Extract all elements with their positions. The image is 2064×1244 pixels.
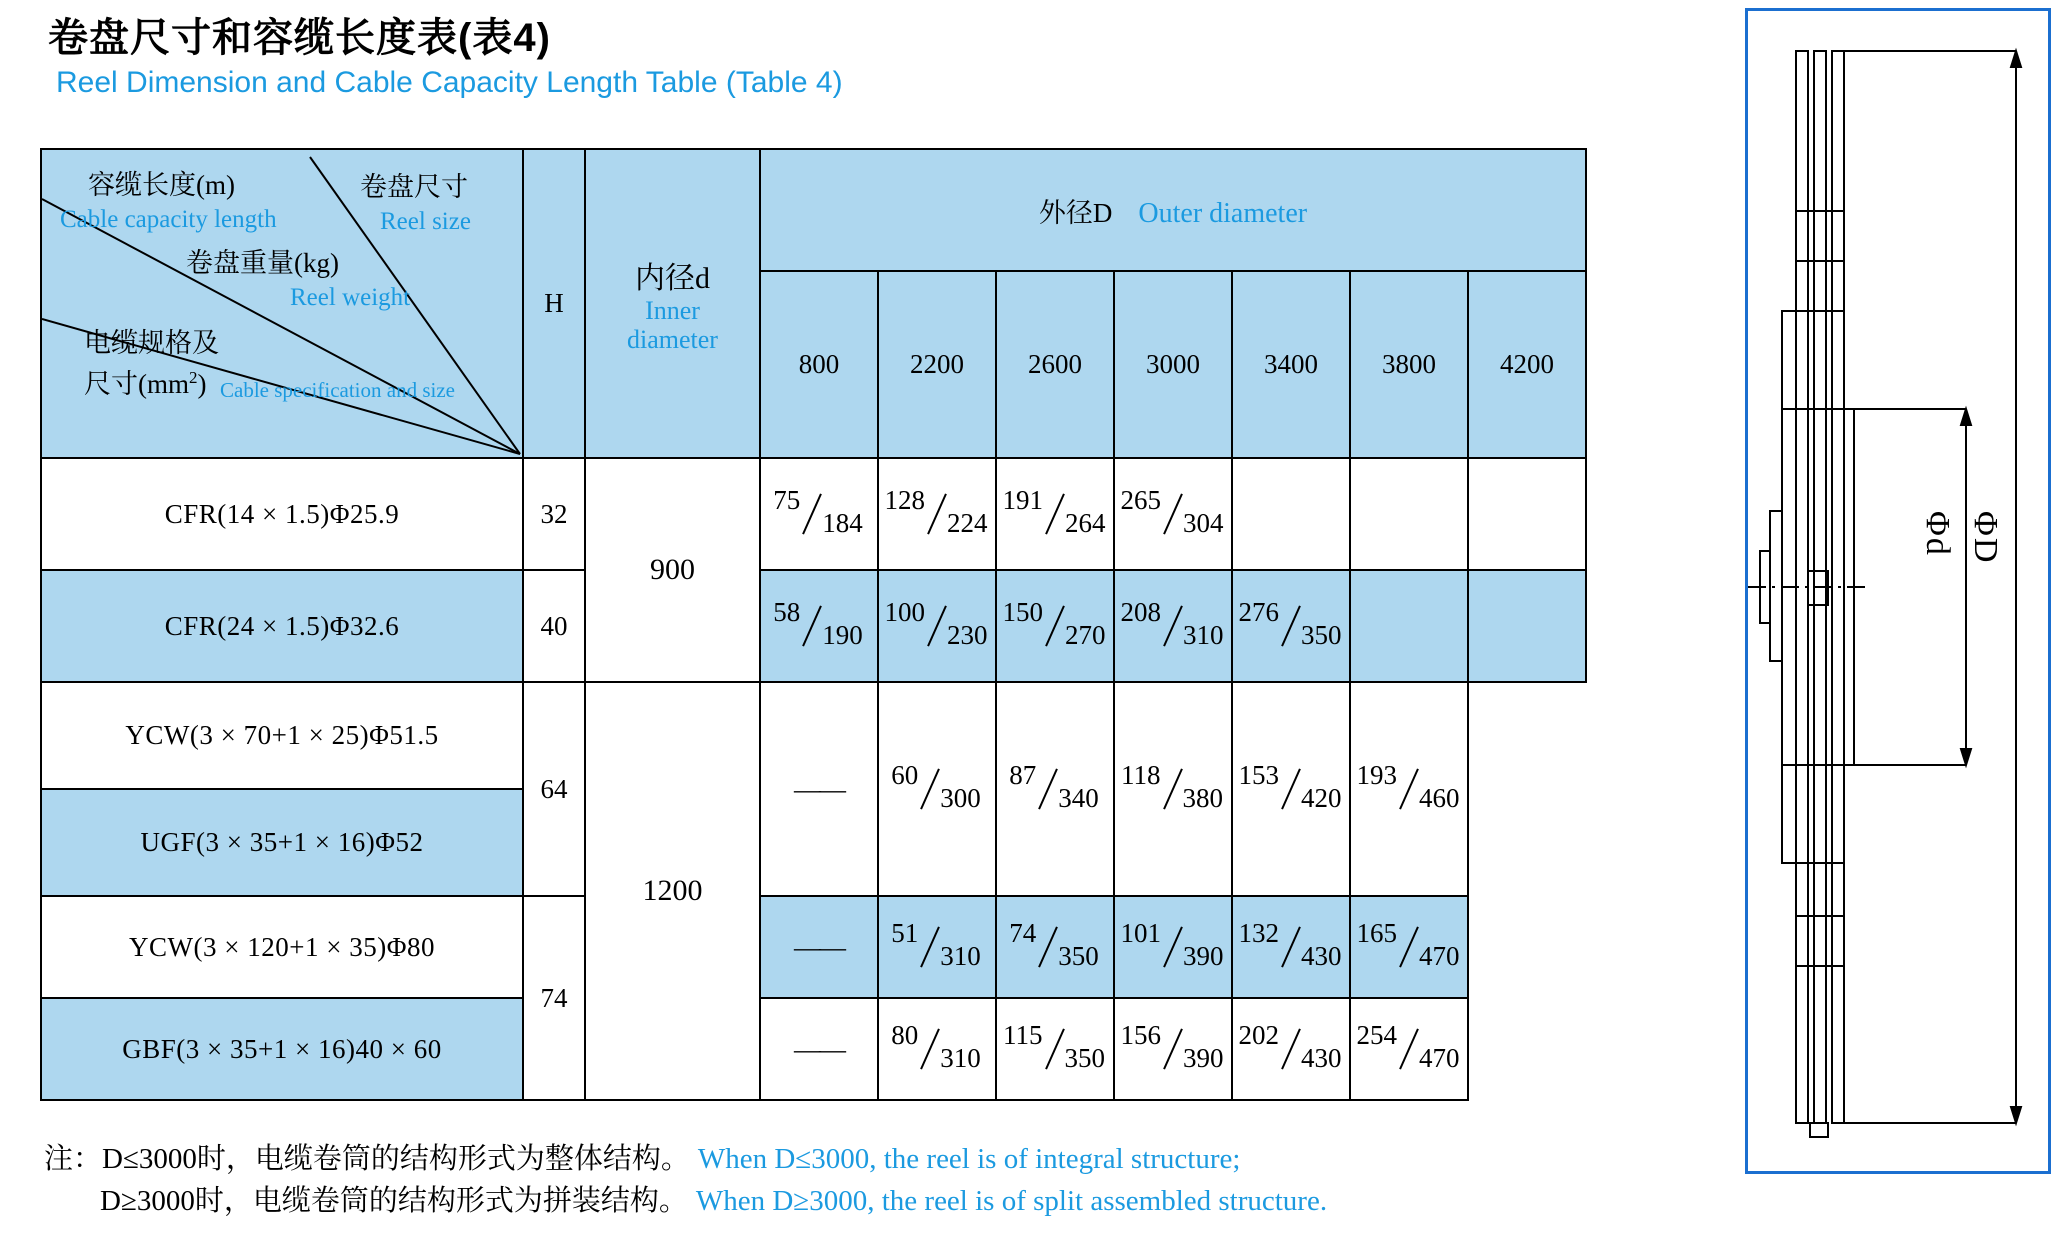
- fraction-bar: [802, 493, 822, 534]
- row-4-h: 74: [523, 896, 585, 1100]
- header-d-col-4: 3400: [1232, 271, 1350, 458]
- row-4-val-1: [878, 896, 996, 998]
- corner-spec-superscript: 2: [189, 368, 198, 387]
- row-1-val-3: [1114, 570, 1232, 682]
- note-line-1-cn: 注：D≤3000时，电缆卷筒的结构形式为整体结构。: [44, 1143, 690, 1175]
- corner-cable-capacity-en: Cable capacity length: [60, 206, 277, 233]
- corner-reel-size-en: Reel size: [380, 208, 471, 235]
- row-4-val-0: ——: [760, 896, 878, 998]
- fraction-bar: [1045, 1028, 1065, 1069]
- row-1-val-0-den: 190: [822, 620, 863, 651]
- row-0-val-2-den: 264: [1065, 508, 1106, 539]
- table-row: [41, 570, 1586, 682]
- row-0-val-3-num: 265: [1120, 485, 1161, 516]
- page-title-chinese: 卷盘尺寸和容缆长度表(表4): [48, 16, 551, 60]
- row-5-val-4: [1232, 998, 1350, 1100]
- row-5-val-1-num: 80: [891, 1020, 919, 1051]
- row-0-h: 32: [523, 458, 585, 570]
- fraction-bar: [1163, 493, 1183, 534]
- fraction-bar: [1399, 1028, 1419, 1069]
- corner-cable-spec-cn-2: [84, 369, 207, 398]
- header-d-col-2: 2600: [996, 271, 1114, 458]
- row-0-val-1-num: 128: [884, 485, 925, 516]
- row-1-val-2-num: 150: [1002, 597, 1043, 628]
- row-2-val-1-den: 300: [940, 783, 981, 814]
- corner-cable-spec-cn-1: 电缆规格及: [84, 328, 219, 358]
- row-1-val-4: [1232, 570, 1350, 682]
- row-5-val-0: ——: [760, 998, 878, 1100]
- row-2-val-2-num: 87: [1009, 760, 1037, 791]
- row-1-val-2-den: 270: [1065, 620, 1106, 651]
- note-line-2: [44, 1180, 1744, 1222]
- row-0-spec: CFR(14 × 1.5)Φ25.9: [41, 458, 523, 570]
- label-phi-D: ΦD: [1967, 511, 2004, 565]
- row-2-val-4: [1232, 682, 1350, 896]
- header-inner-diameter: [585, 149, 760, 458]
- row-5-val-3-num: 156: [1120, 1020, 1161, 1051]
- row-2-spec: YCW(3 × 70+1 × 25)Φ51.5: [41, 682, 523, 789]
- row-2-val-1: [878, 682, 996, 896]
- header-d-col-0: 800: [760, 271, 878, 458]
- row-3-spec: UGF(3 × 35+1 × 16)Φ52: [41, 789, 523, 896]
- row-2-h: 64: [523, 682, 585, 896]
- fraction-bar: [920, 768, 940, 809]
- row-1-spec: CFR(24 × 1.5)Φ32.6: [41, 570, 523, 682]
- row-5-val-4-num: 202: [1238, 1020, 1279, 1051]
- corner-reel-weight-en: Reel weight: [290, 284, 411, 311]
- row-2-val-5-den: 460: [1419, 783, 1460, 814]
- row-1-val-3-num: 208: [1120, 597, 1161, 628]
- row-5-val-1: [878, 998, 996, 1100]
- fraction-bar: [1163, 605, 1183, 646]
- fraction-bar: [920, 1028, 940, 1069]
- row-4-val-4-den: 430: [1301, 941, 1342, 972]
- row-5-val-4-den: 430: [1301, 1043, 1342, 1074]
- row-2-val-0: ——: [760, 682, 878, 896]
- header-inner-diameter-en-1: Inner: [645, 295, 700, 325]
- header-corner-cell: [41, 149, 523, 458]
- row-5-spec: GBF(3 × 35+1 × 16)40 × 60: [41, 998, 523, 1100]
- row-4-spec: YCW(3 × 120+1 × 35)Φ80: [41, 896, 523, 998]
- row-0-val-0-den: 184: [822, 508, 863, 539]
- row-4-val-3-den: 390: [1183, 941, 1224, 972]
- note-line-2-cn: D≥3000时，电缆卷筒的结构形式为拼装结构。: [100, 1185, 688, 1218]
- row-4-val-5: [1350, 896, 1468, 998]
- row-5-val-1-den: 310: [940, 1043, 981, 1074]
- table-header-row-1: [41, 149, 1586, 271]
- row-4-val-4: [1232, 896, 1350, 998]
- table-row: [41, 998, 1586, 1100]
- row-4-val-2-den: 350: [1058, 941, 1099, 972]
- fraction-bar: [802, 605, 822, 646]
- fraction-bar: [1281, 926, 1301, 967]
- row-2-val-3-num: 118: [1121, 760, 1161, 791]
- fraction-bar: [1399, 926, 1419, 967]
- row-2-val-1-num: 60: [891, 760, 919, 791]
- header-inner-diameter-cn: 内径d: [635, 261, 710, 295]
- row-0-val-0: [760, 458, 878, 570]
- header-d-col-5: 3800: [1350, 271, 1468, 458]
- header-h: H: [523, 149, 585, 458]
- notes-block: [44, 1138, 1744, 1222]
- note-line-1: [44, 1138, 1744, 1180]
- reel-technical-drawing: [1745, 8, 2051, 1174]
- row-0-val-1-den: 224: [947, 508, 988, 539]
- row-1-val-6: [1468, 570, 1586, 682]
- row-2-val-2: [996, 682, 1114, 896]
- fraction-bar: [1038, 768, 1058, 809]
- row-5-val-2: [996, 998, 1114, 1100]
- row-2-val-5-num: 193: [1356, 760, 1397, 791]
- row-5-val-5: [1350, 998, 1468, 1100]
- fraction-bar: [927, 493, 947, 534]
- row-5-val-2-num: 115: [1003, 1020, 1043, 1051]
- reel-dimension-table-wrapper: [40, 148, 1587, 1101]
- row-0-val-0-num: 75: [773, 485, 801, 516]
- row-1-h: 40: [523, 570, 585, 682]
- header-outer-diameter-en: Outer diameter: [1138, 197, 1308, 229]
- row-5-val-5-den: 470: [1419, 1043, 1460, 1074]
- row-5-val-2-den: 350: [1064, 1043, 1105, 1074]
- fraction-bar: [1038, 926, 1058, 967]
- fraction-bar: [1163, 1028, 1183, 1069]
- row-1-val-4-num: 276: [1238, 597, 1279, 628]
- row-0-val-1: [878, 458, 996, 570]
- table-row: [41, 682, 1586, 789]
- row-4-val-3-num: 101: [1120, 918, 1161, 949]
- row-5-val-3: [1114, 998, 1232, 1100]
- note-line-2-en: When D≥3000, the reel is of split assembled structure.: [695, 1185, 1328, 1218]
- row-2-val-3: [1114, 682, 1232, 896]
- header-d-col-6: 4200: [1468, 271, 1586, 458]
- corner-reel-weight-cn: 卷盘重量(kg): [186, 248, 339, 278]
- header-d-col-1: 2200: [878, 271, 996, 458]
- row-4-val-5-num: 165: [1356, 918, 1397, 949]
- reel-drawing-svg: [1748, 11, 2042, 1165]
- row-1-val-1-den: 230: [947, 620, 988, 651]
- row-1-val-0: [760, 570, 878, 682]
- row-5-val-5-num: 254: [1356, 1020, 1397, 1051]
- row-0-val-5: [1350, 458, 1468, 570]
- row-4-val-4-num: 132: [1238, 918, 1279, 949]
- row-4-val-5-den: 470: [1419, 941, 1460, 972]
- row-0-val-4: [1232, 458, 1350, 570]
- fraction-bar: [1163, 926, 1183, 967]
- fraction-bar: [1281, 605, 1301, 646]
- corner-reel-size-cn: 卷盘尺寸: [360, 172, 468, 202]
- row-1-val-4-den: 350: [1301, 620, 1342, 651]
- row-1-val-3-den: 310: [1183, 620, 1224, 651]
- row-2-inner-diameter: 1200: [585, 682, 760, 1100]
- row-0-val-2: [996, 458, 1114, 570]
- row-1-val-2: [996, 570, 1114, 682]
- fraction-bar: [927, 605, 947, 646]
- corner-spec-unit: 尺寸(mm: [84, 369, 189, 399]
- row-2-val-5: [1350, 682, 1468, 896]
- fraction-bar: [1281, 768, 1301, 809]
- fraction-bar: [920, 926, 940, 967]
- page-title-english: Reel Dimension and Cable Capacity Length Table (Table 4): [56, 66, 843, 99]
- table-row: [41, 896, 1586, 998]
- label-phi-d: Φd: [1919, 511, 1956, 557]
- row-1-val-1-num: 100: [884, 597, 925, 628]
- header-outer-diameter-cn: 外径D: [1038, 197, 1113, 228]
- header-inner-diameter-en-2: diameter: [627, 324, 718, 354]
- corner-cable-capacity-cn: 容缆长度(m): [88, 170, 235, 200]
- row-1-val-0-num: 58: [773, 597, 801, 628]
- corner-spec-paren: ): [197, 369, 207, 399]
- row-4-val-1-num: 51: [891, 918, 919, 949]
- row-1-val-1: [878, 570, 996, 682]
- fraction-bar: [1045, 493, 1065, 534]
- header-outer-diameter: [760, 149, 1586, 271]
- fraction-bar: [1399, 768, 1419, 809]
- reel-dimension-table: [40, 148, 1587, 1101]
- row-4-val-2: [996, 896, 1114, 998]
- row-0-val-3-den: 304: [1183, 508, 1224, 539]
- fraction-bar: [1045, 605, 1065, 646]
- corner-cable-spec-en: Cable specification and size: [220, 378, 455, 402]
- table-row: [41, 458, 1586, 570]
- row-1-val-5: [1350, 570, 1468, 682]
- header-d-col-3: 3000: [1114, 271, 1232, 458]
- fraction-bar: [1163, 768, 1183, 809]
- row-2-val-2-den: 340: [1058, 783, 1099, 814]
- row-4-val-1-den: 310: [940, 941, 981, 972]
- row-0-inner-diameter: 900: [585, 458, 760, 682]
- row-2-val-4-den: 420: [1301, 783, 1342, 814]
- row-4-val-2-num: 74: [1009, 918, 1037, 949]
- row-0-val-2-num: 191: [1002, 485, 1043, 516]
- row-4-val-3: [1114, 896, 1232, 998]
- fraction-bar: [1281, 1028, 1301, 1069]
- row-5-val-3-den: 390: [1183, 1043, 1224, 1074]
- row-0-val-3: [1114, 458, 1232, 570]
- note-line-1-en: When D≤3000, the reel is of integral structure;: [697, 1143, 1241, 1175]
- row-2-val-4-num: 153: [1238, 760, 1279, 791]
- row-0-val-6: [1468, 458, 1586, 570]
- row-2-val-3-den: 380: [1182, 783, 1223, 814]
